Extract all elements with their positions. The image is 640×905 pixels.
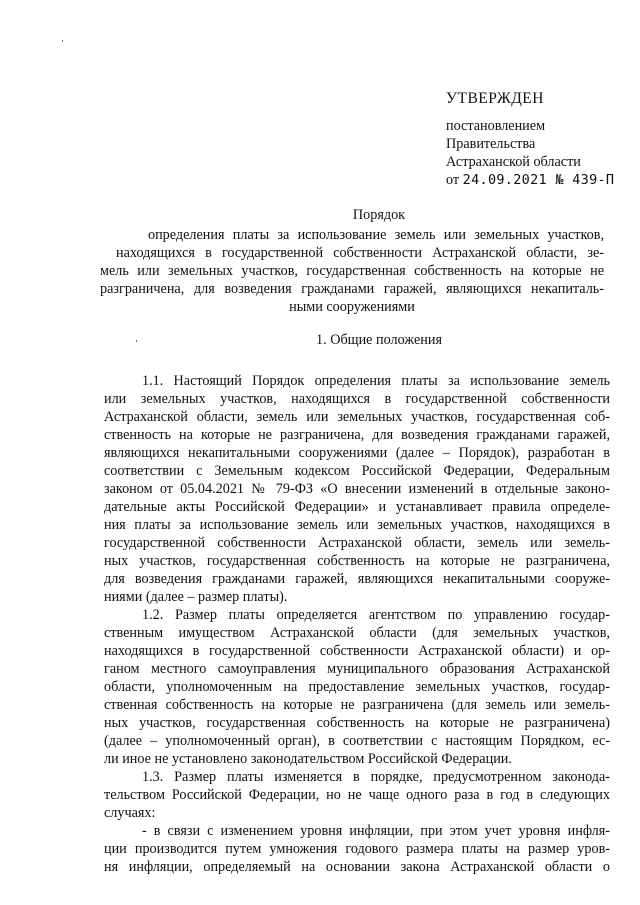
- body-line: ных участков, государственная собственность на которые не разграничена,: [104, 553, 610, 569]
- approval-title: УТВЕРЖДЕН: [446, 90, 544, 107]
- body-line: ли иное не установлено законодательством Российской Федерации.: [104, 751, 512, 767]
- body-line: тельством Российской Федерации, но не чаще одного раза в год в следующих: [104, 787, 610, 803]
- approval-line-1: постановлением: [446, 118, 546, 134]
- body-line: области, уполномоченным на предоставление земельных участков, государ-: [104, 679, 610, 695]
- body-line: случаях:: [104, 805, 156, 821]
- approval-line-3: Астраханской области: [446, 154, 581, 170]
- body-line: дательные акты Российской Федерации» и устанавливает правила определе-: [104, 499, 610, 515]
- doc-title-line: находящихся в государственной собственности Астраханской области, зе-: [116, 245, 604, 261]
- body-line: ния платы за использование земель или земельных участков, находящихся в: [104, 517, 610, 533]
- body-line: ственность на которые не разграничена, для возведения гражданами гаражей,: [104, 427, 610, 443]
- body-line: ных участков, государственная собственность на которые не разграничена): [104, 715, 610, 731]
- body-line: соответствии с Земельным кодексом Российской Федерации, Федеральным: [104, 463, 610, 479]
- approval-date-value: 24.09.2021 № 439-П: [462, 172, 615, 188]
- doc-title-line: ными сооружениями: [289, 299, 415, 315]
- approval-date-prefix: от: [446, 172, 460, 188]
- body-line: 1.3. Размер платы изменяется в порядке, предусмотренном законода-: [142, 769, 610, 785]
- body-line: 1.2. Размер платы определяется агентством по управлению государ-: [142, 607, 610, 623]
- body-line: ганом местного самоуправления муниципального образования Астраханской: [104, 661, 610, 677]
- body-line: (далее – уполномоченный орган), в соответствии с настоящим Порядком, ес-: [104, 733, 610, 749]
- body-line: 1.1. Настоящий Порядок определения платы за использование земель: [142, 373, 610, 389]
- body-line: Астраханской области, земель или земельных участков, государственная соб-: [104, 409, 610, 425]
- scan-speck: [62, 40, 63, 42]
- body-line: являющихся некапитальными сооружениями (далее – Порядок), разработан в: [104, 445, 610, 461]
- doc-title-line: мель или земельных участков, государственная собственность на которые не: [100, 263, 604, 279]
- doc-title-line: определения платы за использование земель или земельных участков,: [148, 227, 604, 243]
- doc-title-heading: Порядок: [352, 207, 406, 223]
- body-line: законом от 05.04.2021 № 79-ФЗ «О внесении изменений в отдельные законо-: [104, 481, 610, 497]
- approval-date-line: [446, 172, 614, 189]
- approval-line-2: Правительства: [446, 136, 536, 152]
- body-line: государственной собственности Астраханской области, земель или земель-: [104, 535, 610, 551]
- scan-speck: [136, 340, 137, 342]
- body-line: или земельных участков, находящихся в государственной собственности: [104, 391, 610, 407]
- body-line: ниями (далее – размер платы).: [104, 589, 288, 605]
- body-line: ственная собственность на которые не разграничена (для земель или земель-: [104, 697, 610, 713]
- body-line: ственным имуществом Астраханской области (для земельных участков,: [104, 625, 610, 641]
- body-line: ции производится путем умножения годового размера платы на размер уров-: [104, 841, 610, 857]
- body-line: находящихся в государственной собственности Астраханской области) и ор-: [104, 643, 610, 659]
- body-line: - в связи с изменением уровня инфляции, при этом учет уровня инфля-: [142, 823, 610, 839]
- doc-title-line: разграничена, для возведения гражданами гаражей, являющихся некапиталь-: [100, 281, 604, 297]
- body-line: для возведения гражданами гаражей, являющихся некапитальными сооруже-: [104, 571, 610, 587]
- section-heading: 1. Общие положения: [316, 332, 442, 348]
- body-line: ня инфляции, определяемый на основании закона Астраханской области о: [104, 859, 610, 875]
